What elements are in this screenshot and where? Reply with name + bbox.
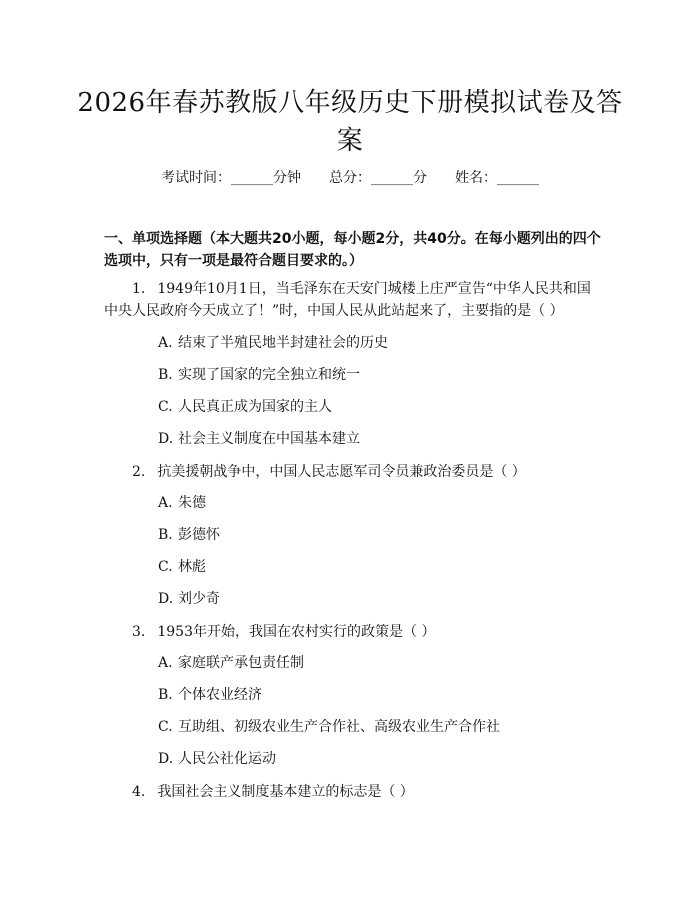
question-number: 3. [132,624,146,640]
option-text: 结束了半殖民地半封建社会的历史 [178,335,388,351]
question-1 [104,278,604,322]
option-letter: B. [158,367,173,383]
option-text: 人民真正成为国家的主人 [178,399,332,415]
option-text: 刘少奇 [178,591,220,607]
option-c[interactable] [158,557,598,577]
option-text: 实现了国家的完全独立和统一 [178,367,360,383]
option-letter: A. [158,495,173,511]
option-b[interactable] [158,525,598,545]
question-text: 抗美援朝战争中，中国人民志愿军司令员兼政治委员是（ ） [157,464,526,480]
student-name-label: 姓名：______ [455,170,539,186]
question-4 [104,781,604,803]
option-d[interactable] [158,429,598,449]
option-text: 家庭联产承包责任制 [178,655,304,671]
option-c[interactable] [158,717,598,737]
option-b[interactable] [158,685,598,705]
question-number: 2. [132,464,146,480]
option-letter: C. [158,719,173,735]
option-text: 个体农业经济 [178,687,262,703]
question-text: 1953年开始，我国在农村实行的政策是（ ） [157,624,436,640]
option-c[interactable] [158,397,598,417]
question-number: 4. [132,784,146,800]
exam-meta [0,168,700,188]
option-letter: B. [158,687,173,703]
option-text: 朱德 [178,495,206,511]
section-heading: 一、单项选择题（本大题共20小题，每小题2分，共40分。在每小题列出的四个选项中，只有一项是最符合题目要求的。） [104,231,601,269]
exam-time-label: 考试时间：______分钟 [161,170,301,186]
option-b[interactable] [158,365,598,385]
option-d[interactable] [158,749,598,769]
option-letter: A. [158,335,173,351]
option-letter: D. [158,431,174,447]
option-text: 林彪 [178,559,206,575]
question-2 [104,461,604,483]
option-a[interactable] [158,653,598,673]
page-title: 2026年春苏教版八年级历史下册模拟试卷及答案 [77,88,623,156]
option-letter: C. [158,559,173,575]
total-score-label: 总分：______分 [329,170,427,186]
option-text: 人民公社化运动 [178,751,276,767]
option-letter: D. [158,751,174,767]
option-text: 社会主义制度在中国基本建立 [178,431,360,447]
option-a[interactable] [158,493,598,513]
option-text: 互助组、初级农业生产合作社、高级农业生产合作社 [178,719,500,735]
option-a[interactable] [158,333,598,353]
question-text: 1949年10月1日，当毛泽东在天安门城楼上庄严宣告“中华人民共和国中央人民政府今天成立了！”时，中国人民从此站起来了，主要指的是（ ） [104,281,591,319]
option-letter: B. [158,527,173,543]
option-letter: C. [158,399,173,415]
question-3 [104,621,604,643]
option-letter: D. [158,591,174,607]
option-text: 彭德怀 [178,527,220,543]
option-d[interactable] [158,589,598,609]
question-number: 1. [132,281,146,297]
question-text: 我国社会主义制度基本建立的标志是（ ） [157,784,414,800]
option-letter: A. [158,655,173,671]
